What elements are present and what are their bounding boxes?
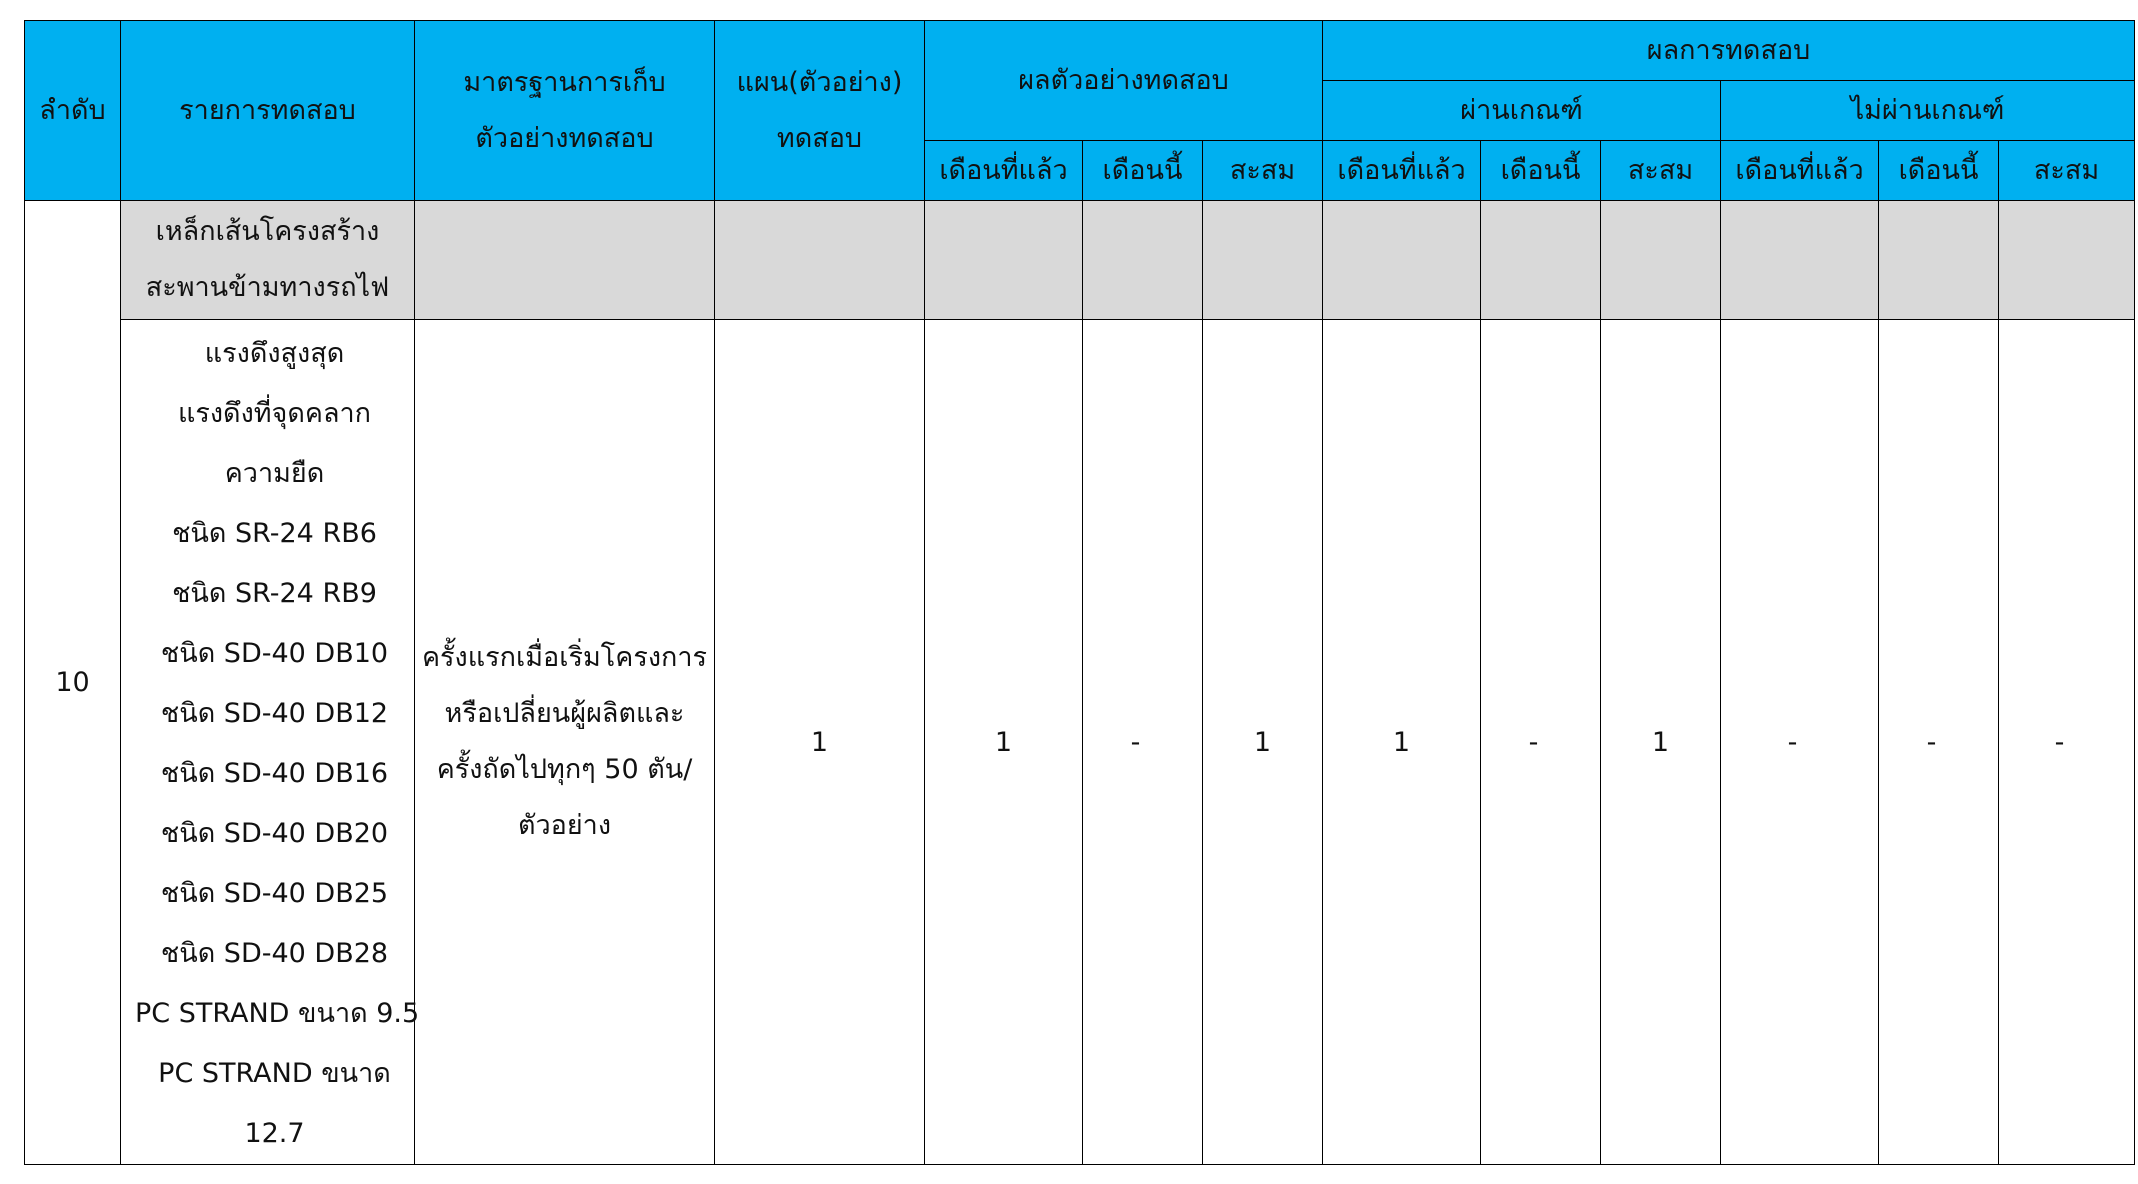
group-cell [1323,201,1481,320]
group-cell [1879,201,1999,320]
group-cell [1203,201,1323,320]
group-title-line2: สะพานข้ามทางรถไฟ [145,272,390,303]
header-fail-last-month: เดือนที่แล้ว [1721,141,1879,201]
group-cell [1601,201,1721,320]
group-cell [1999,201,2135,320]
test-item: แรงดึงที่จุดคลาก [177,398,372,429]
test-item: ชนิด SR-24 RB6 [172,518,377,549]
header-pass-this-month: เดือนนี้ [1481,141,1601,201]
fail-last-month-value: - [1721,320,1879,1165]
header-order: ลำดับ [25,21,121,201]
fail-cumulative-value: - [1999,320,2135,1165]
header-test-results: ผลการทดสอบ [1323,21,2135,81]
test-item: PC STRAND ขนาด 9.5 [135,998,420,1029]
header-test-item: รายการทดสอบ [121,21,415,201]
header-pass: ผ่านเกณฑ์ [1323,81,1721,141]
plan-value: 1 [715,320,925,1165]
test-item: ชนิด SD-40 DB28 [160,938,389,969]
header-sample-results: ผลตัวอย่างทดสอบ [925,21,1323,141]
group-cell [1721,201,1879,320]
test-item: ชนิด SD-40 DB12 [160,698,389,729]
standard-line: ครั้งถัดไปทุกๆ 50 ตัน/ [436,754,693,785]
test-item: ชนิด SD-40 DB16 [160,758,389,789]
test-item: 12.7 [244,1118,305,1149]
header-pass-cumulative: สะสม [1601,141,1721,201]
sample-this-month-value: - [1083,320,1203,1165]
header-sample-cumulative: สะสม [1203,141,1323,201]
header-plan-line1: แผน(ตัวอย่าง) [736,66,903,98]
standard-line: หรือเปลี่ยนผู้ผลิตและ [444,698,685,729]
header-plan [715,21,925,201]
pass-cumulative-value: 1 [1601,320,1721,1165]
test-item: ชนิด SD-40 DB25 [160,878,389,909]
group-cell [925,201,1083,320]
group-title [121,201,415,320]
test-item: แรงดึงสูงสุด [204,338,345,369]
header-standard-line2: ตัวอย่างทดสอบ [475,122,654,154]
test-item: ชนิด SR-24 RB9 [172,578,377,609]
header-pass-last-month: เดือนที่แล้ว [1323,141,1481,201]
header-sample-last-month: เดือนที่แล้ว [925,141,1083,201]
test-results-table [24,20,2135,1165]
test-item: ชนิด SD-40 DB10 [160,638,389,669]
standard-cell [415,320,715,1165]
group-cell [1481,201,1601,320]
test-item: ชนิด SD-40 DB20 [160,818,389,849]
group-cell [715,201,925,320]
order-number: 10 [25,201,121,1165]
group-cell [415,201,715,320]
header-fail: ไม่ผ่านเกณฑ์ [1721,81,2135,141]
group-title-line1: เหล็กเส้นโครงสร้าง [155,216,380,247]
sample-last-month-value: 1 [925,320,1083,1165]
header-fail-this-month: เดือนนี้ [1879,141,1999,201]
standard-line: ตัวอย่าง [517,810,612,841]
header-sample-this-month: เดือนนี้ [1083,141,1203,201]
test-item: ความยืด [224,458,325,489]
sample-cumulative-value: 1 [1203,320,1323,1165]
test-items-cell [121,320,420,1165]
header-fail-cumulative: สะสม [1999,141,2135,201]
pass-this-month-value: - [1481,320,1601,1165]
header-plan-line2: ทดสอบ [776,122,863,154]
group-row [25,201,2135,320]
table-row [25,320,2135,1165]
pass-last-month-value: 1 [1323,320,1481,1165]
group-cell [1083,201,1203,320]
standard-line: ครั้งแรกเมื่อเริ่มโครงการ [421,642,708,673]
header-standard [415,21,715,201]
report-sheet [24,20,2135,1165]
fail-this-month-value: - [1879,320,1999,1165]
test-item: PC STRAND ขนาด [158,1058,391,1089]
header-standard-line1: มาตรฐานการเก็บ [463,66,666,98]
